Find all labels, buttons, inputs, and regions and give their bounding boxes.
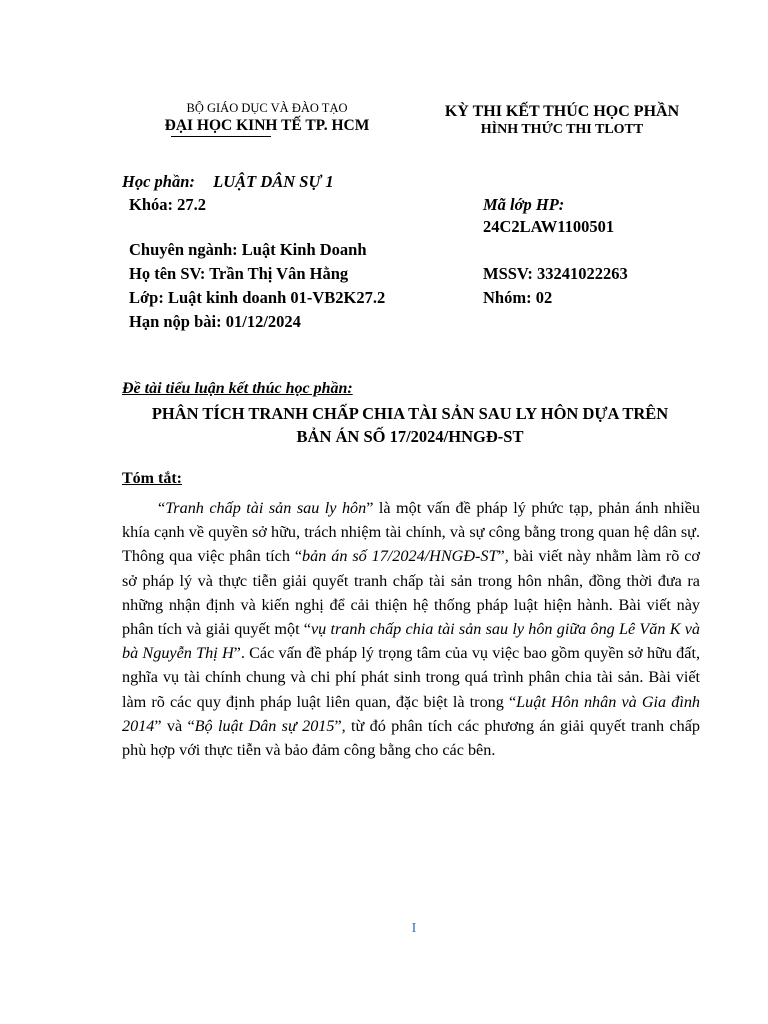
group: Nhóm: 02 xyxy=(483,288,553,307)
summary-italic-5: Bộ luật Dân sự 2015 xyxy=(194,716,335,735)
topic-title-line2: BẢN ÁN SỐ 17/2024/HNGĐ-ST xyxy=(296,427,524,446)
summary-italic-3: vụ tranh chấp chia tài sản sau ly hôn giữa ông Lê Văn K và bà Nguyễn Thị H xyxy=(122,620,700,663)
class-code-value: 24C2LAW1100501 xyxy=(483,217,615,236)
student-name: Họ tên SV: Trần Thị Vân Hằng xyxy=(129,264,349,283)
class-name: Lớp: Luật kinh doanh 01-VB2K27.2 xyxy=(129,288,386,307)
summary-label: Tóm tắt: xyxy=(122,470,182,487)
class-code-label-text: Mã lớp HP: xyxy=(483,195,565,214)
topic-label: Đề tài tiểu luận kết thúc học phần: xyxy=(122,380,353,397)
exam-form: HÌNH THỨC THI TLOTT xyxy=(480,122,644,137)
deadline: Hạn nộp bài: 01/12/2024 xyxy=(129,312,301,331)
summary-text-6: ”, từ đó phân tích các phương án giải quyết tranh chấp phù hợp với thực tiễn và bảo đảm công bằng cho các bên. xyxy=(122,716,701,760)
exam-title: KỲ THI KẾT THÚC HỌC PHẦN xyxy=(444,103,680,120)
summary-text-2: ” là một vấn đề pháp lý phức tạp, phản ánh nhiều khía cạnh về quyền sở hữu, trách nhiệm tài chính, và sự công bằng trong quan hệ dân sự. Thông qua việc phân tích “ xyxy=(122,499,700,566)
summary-italic-1: Tranh chấp tài sản sau ly hôn xyxy=(165,499,367,517)
ministry-name: BỘ GIÁO DỤC VÀ ĐÀO TẠO xyxy=(186,101,348,115)
summary-italic-4: Luật Hôn nhân và Gia đình 2014 xyxy=(122,692,701,735)
cohort: Khóa: 27.2 xyxy=(129,195,207,214)
page-number: I xyxy=(411,921,417,936)
summary-italic-2: bản án số 17/2024/HNGĐ-ST xyxy=(302,547,498,566)
topic-title xyxy=(110,402,710,448)
university-underline xyxy=(171,136,271,137)
summary-text-3: ”, bài viết này nhằm làm rõ cơ sở pháp lý và thực tiễn giải quyết tranh chấp tài sản trong hôn nhân, đồng thời đưa ra những nhận định và kiến nghị để cải thiện hệ thống pháp luật hiện hành. Bài viết này phân tích và giải quyết một “ xyxy=(122,547,700,639)
summary-text-4: ”. Các vấn đề pháp lý trọng tâm của vụ việc bao gồm quyền sở hữu đất, nghĩa vụ tài chính chung và chi phí phát sinh trong quá trình phân chia tài sản. Bài viết làm rõ các quy định pháp luật liên quan, đặc biệt là trong “ xyxy=(122,644,700,711)
topic-title-line1: PHÂN TÍCH TRANH CHẤP CHIA TÀI SẢN SAU LY HÔN DỰA TRÊN xyxy=(151,404,669,423)
class-code-label xyxy=(483,195,564,215)
course-line xyxy=(122,172,334,192)
university-name: ĐẠI HỌC KINH TẾ TP. HCM xyxy=(164,117,370,134)
summary-text-5: ” và “ xyxy=(154,716,195,735)
course-value: LUẬT DÂN SỰ 1 xyxy=(213,172,334,191)
summary-text xyxy=(122,496,700,762)
course-label: Học phần: xyxy=(122,172,195,191)
major: Chuyên ngành: Luật Kinh Doanh xyxy=(129,240,367,259)
student-id: MSSV: 33241022263 xyxy=(483,264,628,283)
summary-paragraph xyxy=(122,496,700,762)
summary-text-1: “ xyxy=(158,499,166,517)
